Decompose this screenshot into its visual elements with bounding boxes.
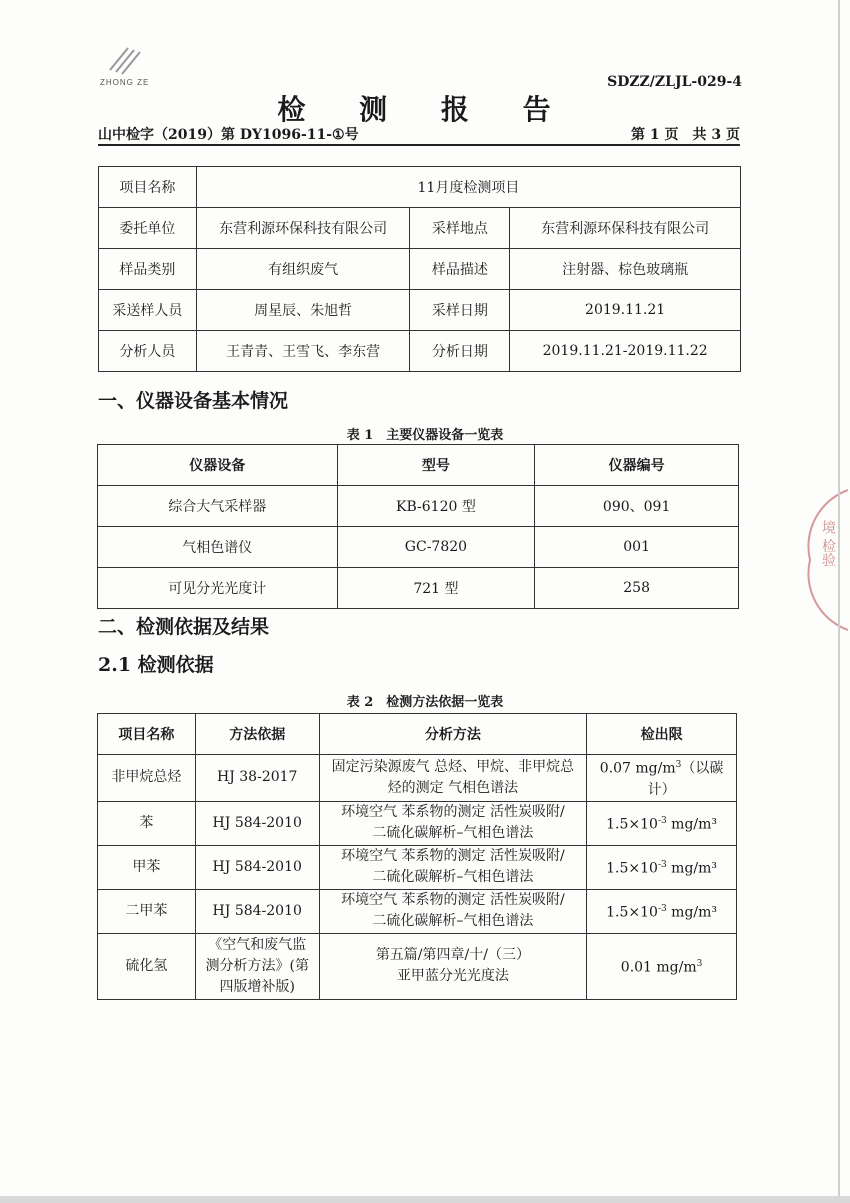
info-value: 周星辰、朱旭哲 xyxy=(196,290,410,331)
table-cell: 可见分光光度计 xyxy=(98,568,338,609)
column-header: 项目名称 xyxy=(98,714,196,755)
table-cell: 258 xyxy=(535,568,739,609)
table-cell: 综合大气采样器 xyxy=(98,486,338,527)
table-cell: 苯 xyxy=(98,801,196,845)
column-header: 型号 xyxy=(337,445,535,486)
limit-exponent: -3 xyxy=(657,903,667,914)
info-table xyxy=(98,166,741,372)
table-2-caption: 表 2 检测方法依据一览表 xyxy=(346,695,504,710)
section-2-1-heading: 2.1 检测依据 xyxy=(98,654,214,676)
info-value: 有组织废气 xyxy=(196,249,410,290)
limit-value: 1.5×10 xyxy=(606,816,658,833)
page-info: 第 1 页 共 3 页 xyxy=(631,127,740,143)
report-number: 山中检字（2019）第 DY1096-11-①号 xyxy=(98,127,359,143)
table-cell xyxy=(587,889,737,933)
instrument-table xyxy=(97,444,739,609)
info-label: 分析日期 xyxy=(410,331,510,372)
method-line: 环境空气 苯系物的测定 活性炭吸附/ xyxy=(341,848,565,865)
page-bottom-edge xyxy=(0,1196,850,1203)
table-cell: GC-7820 xyxy=(337,527,535,568)
info-row-sampler xyxy=(99,290,741,331)
header-divider xyxy=(98,144,740,146)
table-cell: KB-6120 型 xyxy=(337,486,535,527)
info-row-project xyxy=(99,167,741,208)
table-row xyxy=(98,568,739,609)
limit-value: 1.5×10 xyxy=(606,860,658,877)
limit-value: 1.5×10 xyxy=(606,904,658,921)
table-cell xyxy=(319,845,587,889)
section-2-heading: 二、检测依据及结果 xyxy=(98,616,270,638)
info-value: 王青青、王雪飞、李东营 xyxy=(196,331,410,372)
table-row xyxy=(98,527,739,568)
info-value: 11月度检测项目 xyxy=(196,167,740,208)
info-row-client xyxy=(99,208,741,249)
table-header-row xyxy=(98,445,739,486)
method-table xyxy=(97,713,737,1000)
method-line: 二硫化碳解析–气相色谱法 xyxy=(372,825,534,842)
table-1-caption: 表 1 主要仪器设备一览表 xyxy=(346,428,504,443)
std-line: 四版增补版) xyxy=(219,978,295,995)
table-cell: 001 xyxy=(535,527,739,568)
table-cell: 气相色谱仪 xyxy=(98,527,338,568)
method-line: 环境空气 苯系物的测定 活性炭吸附/ xyxy=(341,804,565,821)
method-line: 亚甲蓝分光光度法 xyxy=(396,968,509,985)
table-cell: HJ 584-2010 xyxy=(195,845,319,889)
info-row-analyst xyxy=(99,331,741,372)
table-row xyxy=(98,486,739,527)
std-line: 测分析方法》(第 xyxy=(205,957,309,974)
table-row xyxy=(98,845,737,889)
method-line: 第五篇/第四章/十/（三） xyxy=(375,947,530,964)
std-line: 《空气和废气监 xyxy=(208,936,307,953)
table-cell xyxy=(319,801,587,845)
column-header: 方法依据 xyxy=(195,714,319,755)
section-1-heading: 一、仪器设备基本情况 xyxy=(98,390,289,412)
column-header: 仪器设备 xyxy=(98,445,338,486)
table-cell xyxy=(319,755,587,802)
report-title: 检 测 报 告 xyxy=(277,93,573,126)
page-edge xyxy=(838,0,840,1203)
document-number: SDZZ/ZLJL-029-4 xyxy=(607,74,742,90)
method-line: 二硫化碳解析–气相色谱法 xyxy=(372,913,534,930)
table-cell: HJ 584-2010 xyxy=(195,801,319,845)
info-label: 样品类别 xyxy=(99,249,197,290)
info-label: 项目名称 xyxy=(99,167,197,208)
method-line: 烃的测定 气相色谱法 xyxy=(387,779,519,796)
table-cell: 721 型 xyxy=(337,568,535,609)
table-cell xyxy=(587,755,737,802)
limit-exponent: 3 xyxy=(675,760,682,770)
info-value: 2019.11.21-2019.11.22 xyxy=(510,331,741,372)
table-row xyxy=(98,933,737,999)
table-cell: 甲苯 xyxy=(98,845,196,889)
info-label: 委托单位 xyxy=(99,208,197,249)
info-value: 东营利源环保科技有限公司 xyxy=(196,208,410,249)
info-value: 东营利源环保科技有限公司 xyxy=(510,208,741,249)
table-cell xyxy=(319,933,587,999)
stamp-text: 境 检验 xyxy=(820,520,836,567)
limit-exponent: -3 xyxy=(657,815,667,826)
limit-unit: mg/m³ xyxy=(666,904,718,921)
limit-value: 0.01 mg/m xyxy=(620,959,697,976)
method-line: 二硫化碳解析–气相色谱法 xyxy=(372,869,534,886)
limit-exponent: 3 xyxy=(696,958,703,969)
info-label: 分析人员 xyxy=(99,331,197,372)
limit-value: 0.07 mg/m xyxy=(599,760,676,777)
info-value: 2019.11.21 xyxy=(510,290,741,331)
table-cell: 二甲苯 xyxy=(98,889,196,933)
column-header: 检出限 xyxy=(587,714,737,755)
table-cell xyxy=(587,801,737,845)
table-cell: 090、091 xyxy=(535,486,739,527)
table-cell xyxy=(319,889,587,933)
info-label: 采样地点 xyxy=(410,208,510,249)
method-line: 固定污染源废气 总烃、甲烷、非甲烷总 xyxy=(331,758,575,775)
limit-unit: mg/m³ xyxy=(666,860,718,877)
table-cell xyxy=(587,933,737,999)
table-row xyxy=(98,755,737,802)
table-row xyxy=(98,889,737,933)
table-cell: HJ 584-2010 xyxy=(195,889,319,933)
table-cell: HJ 38-2017 xyxy=(195,755,319,802)
table-row xyxy=(98,801,737,845)
column-header: 分析方法 xyxy=(319,714,587,755)
info-label: 采送样人员 xyxy=(99,290,197,331)
column-header: 仪器编号 xyxy=(535,445,739,486)
table-cell xyxy=(587,845,737,889)
table-cell: 硫化氢 xyxy=(98,933,196,999)
table-cell xyxy=(195,933,319,999)
limit-exponent: -3 xyxy=(657,859,667,870)
info-value: 注射器、棕色玻璃瓶 xyxy=(510,249,741,290)
info-label: 采样日期 xyxy=(410,290,510,331)
limit-unit: mg/m³ xyxy=(666,816,718,833)
logo-text: ZHONG ZE xyxy=(100,78,150,87)
table-header-row xyxy=(98,714,737,755)
limit-unit: （以碳计） xyxy=(647,760,724,798)
info-row-type xyxy=(99,249,741,290)
table-cell: 非甲烷总烃 xyxy=(98,755,196,802)
info-label: 样品描述 xyxy=(410,249,510,290)
method-line: 环境空气 苯系物的测定 活性炭吸附/ xyxy=(341,892,565,909)
